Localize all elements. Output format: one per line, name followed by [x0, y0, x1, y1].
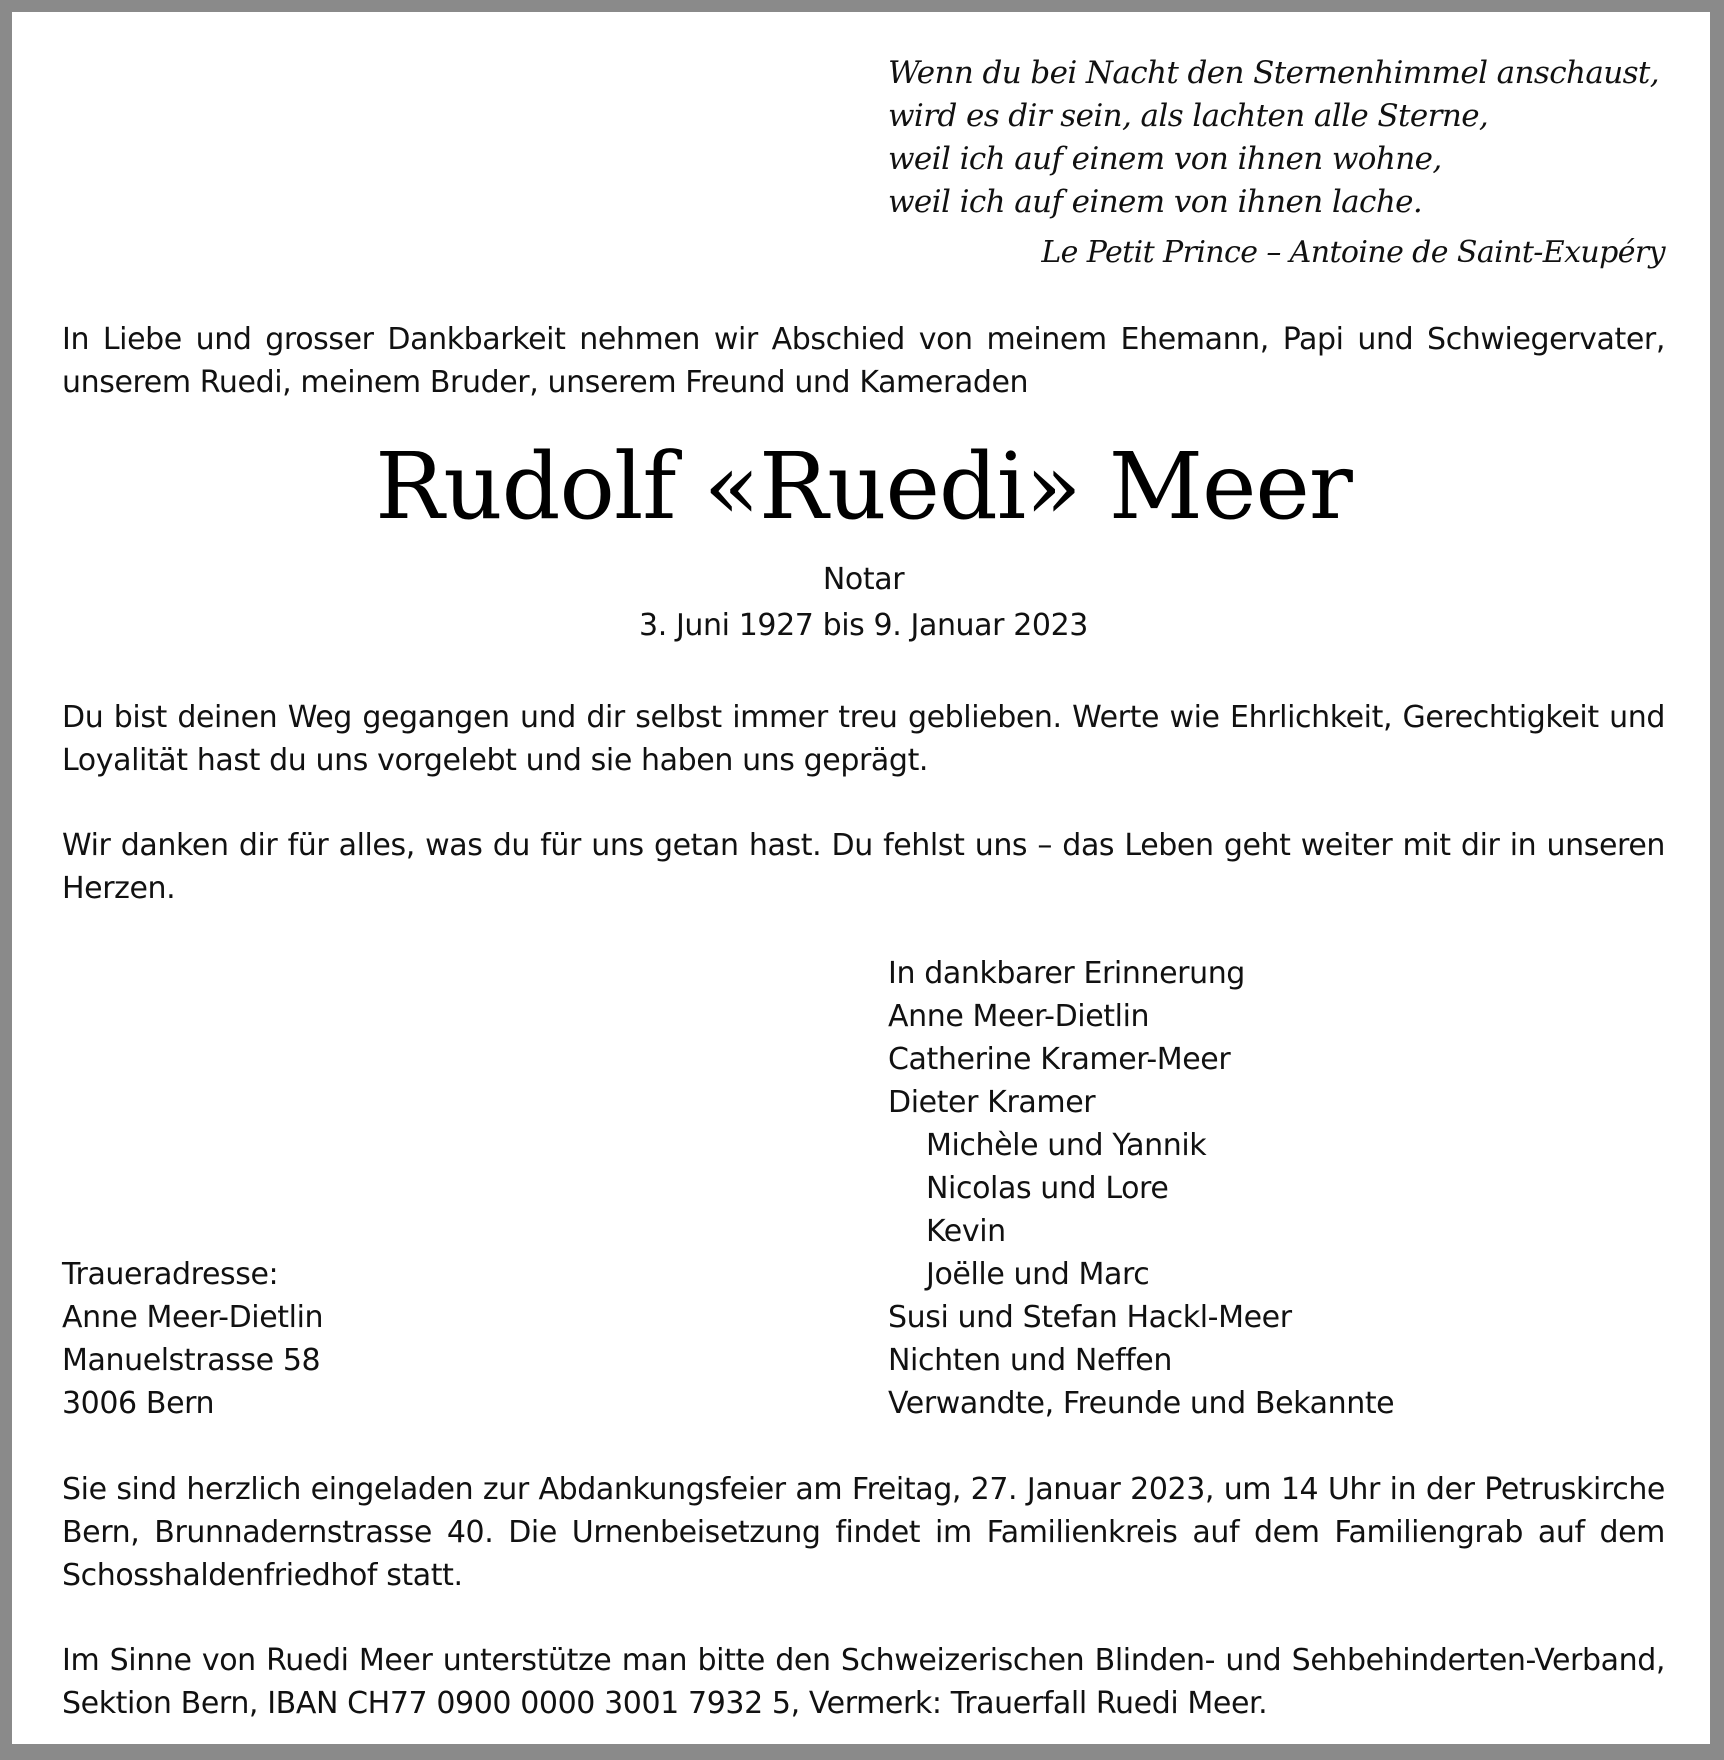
tribute-line: Herzen.	[62, 871, 176, 906]
intro-line: unserem Ruedi, meinem Bruder, unserem Freund und Kameraden	[62, 365, 1029, 400]
deceased-dates: 3. Juni 1927 bis 9. Januar 2023	[639, 608, 1088, 643]
ceremony-line: Sie sind herzlich eingeladen zur Abdankungsfeier am Freitag, 27. Januar 2023, um 14 Uhr in der Petruskirche	[62, 1472, 1665, 1507]
deceased-name: Rudolf «Ruedi» Meer	[375, 433, 1352, 540]
mourning-address	[62, 1253, 323, 1425]
tribute-line: Loyalität hast du uns vorgelebt und sie haben uns geprägt.	[62, 743, 929, 778]
mourner-name: Joëlle und Marc	[926, 1257, 1150, 1292]
mourners-list	[888, 952, 1394, 1425]
ceremony-line: Schosshaldenfriedhof statt.	[62, 1558, 463, 1593]
tribute-line: Wir danken dir für alles, was du für uns getan hast. Du fehlst uns – das Leben geht weiter mit dir in unseren	[62, 828, 1665, 863]
quote-attribution: Le Petit Prince – Antoine de Saint-Exupéry	[1041, 235, 1665, 270]
mourner-name: Catherine Kramer-Meer	[888, 1042, 1231, 1077]
mourner-name: Dieter Kramer	[888, 1085, 1096, 1120]
mourner-name: Anne Meer-Dietlin	[888, 999, 1150, 1034]
address-city: 3006 Bern	[62, 1386, 215, 1421]
tribute-paragraph-1	[62, 696, 1665, 782]
deceased-profession: Notar	[822, 562, 905, 597]
obituary-content	[62, 12, 1665, 1744]
intro-line: In Liebe und grosser Dankbarkeit nehmen wir Abschied von meinem Ehemann, Papi und Schwiegervater,	[62, 322, 1665, 357]
mourner-name: Nicolas und Lore	[926, 1171, 1169, 1206]
quote-block	[888, 52, 1659, 224]
address-street: Manuelstrasse 58	[62, 1343, 321, 1378]
tribute-paragraph-2	[62, 824, 1665, 910]
ceremony-paragraph	[62, 1468, 1665, 1597]
donation-paragraph	[62, 1639, 1665, 1725]
tribute-line: Du bist deinen Weg gegangen und dir selbst immer treu geblieben. Werte wie Ehrlichkeit, Gerechtigkeit und	[62, 700, 1665, 735]
quote-line: weil ich auf einem von ihnen lache.	[888, 184, 1423, 220]
mourner-name: Nichten und Neffen	[888, 1343, 1172, 1378]
quote-line: weil ich auf einem von ihnen wohne,	[888, 141, 1442, 177]
donation-line: Im Sinne von Ruedi Meer unterstütze man bitte den Schweizerischen Blinden- und Sehbehinderten-Verband,	[62, 1643, 1665, 1678]
mourner-name: Michèle und Yannik	[926, 1128, 1207, 1163]
mourner-name: Kevin	[926, 1214, 1006, 1249]
ceremony-line: Bern, Brunnadernstrasse 40. Die Urnenbeisetzung findet im Familienkreis auf dem Familiengrab auf dem	[62, 1515, 1665, 1550]
obituary-page	[12, 12, 1710, 1744]
mourner-name: Susi und Stefan Hackl-Meer	[888, 1300, 1292, 1335]
intro-paragraph	[62, 318, 1665, 404]
address-name: Anne Meer-Dietlin	[62, 1300, 324, 1335]
quote-line: wird es dir sein, als lachten alle Sterne,	[888, 98, 1489, 134]
quote-line: Wenn du bei Nacht den Sternenhimmel anschaust,	[888, 55, 1660, 91]
mourners-heading: In dankbarer Erinnerung	[888, 956, 1245, 991]
mourner-name: Verwandte, Freunde und Bekannte	[888, 1386, 1395, 1421]
address-label: Traueradresse:	[62, 1257, 279, 1292]
donation-line: Sektion Bern, IBAN CH77 0900 0000 3001 7932 5, Vermerk: Trauerfall Ruedi Meer.	[62, 1686, 1268, 1721]
